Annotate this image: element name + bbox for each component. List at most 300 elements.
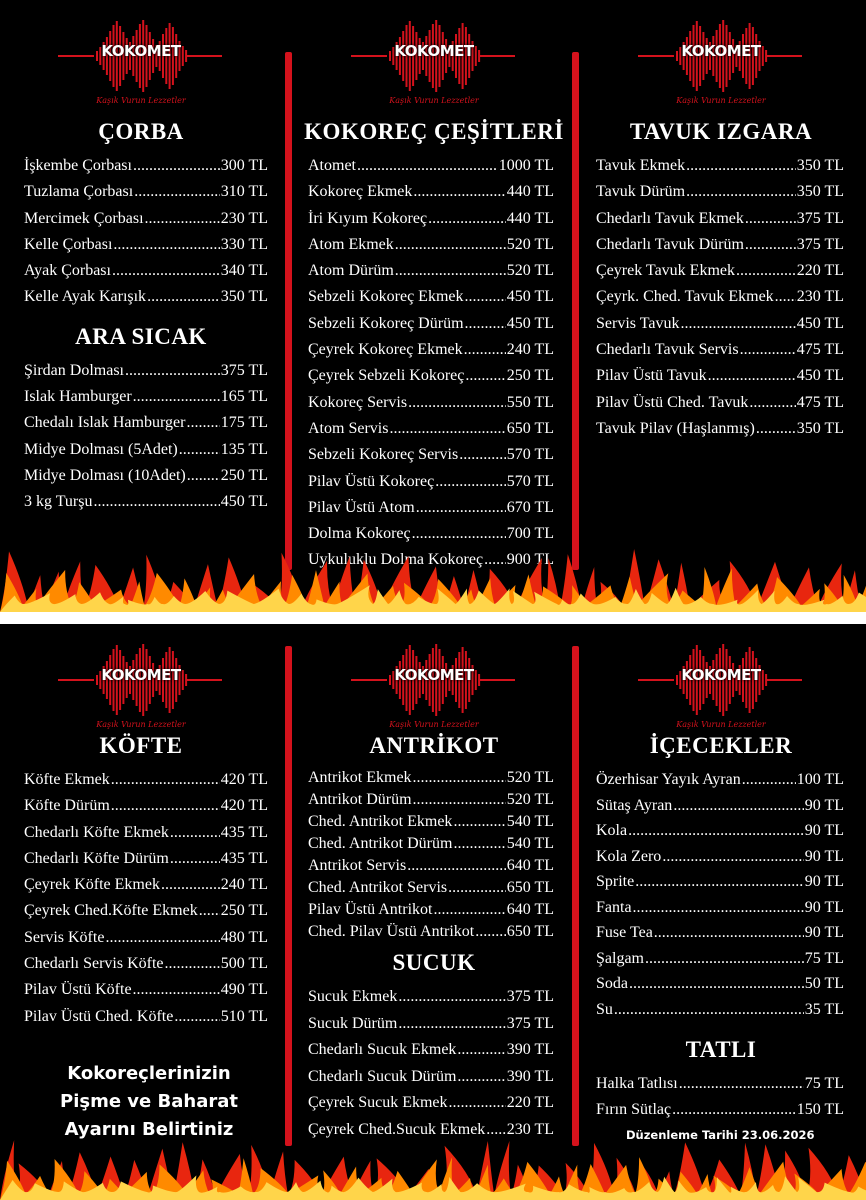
section-title: KOKOREÇ ÇEŞİTLERİ [304,119,564,144]
note-line: Ayarını Belirtiniz [64,1119,234,1140]
menu-item-price: 420 TL [220,771,268,788]
menu-item-name: Kelle Çorbası [24,235,113,253]
dot-leader [465,363,505,389]
dot-leader [775,284,796,310]
menu-item-price: 35 TL [804,1000,844,1018]
dot-leader [464,337,506,363]
kokomet-logo [298,0,570,105]
section-title: İÇECEKLER [649,733,793,758]
red-divider [285,646,292,1146]
dot-leader [686,153,796,179]
menu-item-name: Sebzeli Kokoreç Ekmek [308,288,464,306]
menu-item-price: 640 TL [506,857,554,874]
dot-leader [125,358,220,384]
menu-item [298,984,570,1011]
dot-leader [614,997,804,1023]
menu-item-name: Özerhisar Yayık Ayran [596,771,741,788]
menu-item-name: Çeyrek Kokoreç Ekmek [308,341,463,359]
menu-item [586,1097,856,1123]
menu-item-price: 500 TL [220,955,268,973]
dot-leader [407,855,506,877]
dot-leader [433,899,505,921]
menu-item-list [586,1071,856,1122]
menu-item-name: Antrikot Ekmek [308,769,412,786]
dot-leader [147,284,220,310]
menu-item [0,384,282,410]
menu-item-name: Chedarlı Köfte Ekmek [24,823,169,841]
menu-item-name: Antrikot Servis [308,857,407,874]
kokomet-logo [0,0,282,105]
menu-item [0,179,282,205]
menu-item [0,206,282,232]
menu-item [298,833,570,855]
brand-name: KOKOMET [681,666,761,684]
column-top-3 [586,0,856,442]
menu-item [298,921,570,943]
menu-item [586,258,856,284]
column-top-2 [298,0,570,574]
dot-leader [133,153,220,179]
menu-item [298,363,570,389]
menu-item-price: 1000 TL [498,157,554,174]
dot-leader [428,206,506,232]
menu-item [298,855,570,877]
flames-decoration [0,548,866,612]
menu-item-name: Antrikot Dürüm [308,791,412,808]
menu-item-name: Servis Köfte [24,928,105,946]
menu-item [586,1071,856,1097]
menu-item [0,767,282,793]
menu-item-name: Çeyrek Köfte Ekmek [24,876,160,894]
menu-item-price: 375 TL [796,235,844,253]
dot-leader [179,437,220,463]
menu-item-price: 520 TL [506,262,554,280]
section-title: ANTRİKOT [369,733,499,758]
menu-item [586,337,856,363]
menu-item-price: 450 TL [506,288,554,306]
menu-item [586,818,856,844]
dot-leader [165,951,220,977]
menu-item-list [0,358,282,516]
dot-leader [465,311,506,337]
menu-item [298,521,570,547]
menu-item-name: Chedarlı Servis Köfte [24,955,164,973]
menu-item-price: 440 TL [506,183,554,201]
menu-item [586,153,856,179]
dot-leader [629,971,804,997]
menu-item-name: Sebzeli Kokoreç Dürüm [308,314,464,332]
menu-item [586,997,856,1023]
kokomet-logo [586,624,856,729]
menu-item [298,416,570,442]
menu-item [0,284,282,310]
menu-item-name: 3 kg Turşu [24,493,93,511]
dot-leader [742,767,796,793]
menu-item-name: Tavuk Ekmek [596,157,686,174]
menu-item [0,463,282,489]
dot-leader [745,206,796,232]
menu-item-price: 90 TL [804,924,844,941]
dot-leader [93,489,219,515]
menu-item [298,767,570,789]
menu-item-price: 540 TL [506,835,554,852]
menu-item-price: 230 TL [506,1120,554,1138]
menu-item-price: 475 TL [796,393,844,411]
menu-item-list [298,153,570,574]
menu-item-name: Pilav Üstü Tavuk [596,367,707,385]
menu-item-price: 900 TL [506,551,554,569]
brand-name: KOKOMET [394,42,474,60]
menu-item [586,206,856,232]
dot-leader [448,877,506,899]
menu-item-name: Sebzeli Kokoreç Servis [308,446,459,464]
dot-leader [756,416,796,442]
dot-leader [395,232,506,258]
kokomet-logo [0,624,282,729]
page-separator [0,612,866,624]
menu-item-name: Kokoreç Servis [308,393,408,411]
menu-item-price: 150 TL [796,1100,844,1118]
menu-item-price: 250 TL [506,367,554,385]
brand-name: KOKOMET [101,42,181,60]
dot-leader [199,898,220,924]
menu-item [586,311,856,337]
dot-leader [413,789,506,811]
menu-item-price: 90 TL [804,796,844,814]
menu-item-name: Ched. Antrikot Servis [308,879,448,896]
dot-leader [398,984,505,1011]
menu-item [298,1090,570,1117]
menu-item-name: Çeyrek Ched.Köfte Ekmek [24,902,198,920]
dot-leader [112,258,220,284]
menu-item-price: 230 TL [220,209,268,227]
menu-item [298,153,570,179]
menu-item-name: Kokoreç Ekmek [308,183,413,201]
menu-item-name: Fuse Tea [596,924,653,941]
kokorec-preference-note [20,1060,278,1144]
menu-item [586,971,856,997]
menu-page-bottom [0,624,866,1200]
dot-leader [453,811,505,833]
dot-leader [187,463,220,489]
menu-item-price: 340 TL [220,262,268,280]
menu-item [298,899,570,921]
dot-leader [673,793,803,819]
brand-tagline: Kaşık Vurun Lezzetler [96,720,186,729]
menu-item [0,977,282,1003]
menu-item [298,789,570,811]
menu-item-price: 240 TL [220,876,268,894]
menu-item-price: 450 TL [796,367,844,385]
menu-item-name: Sütaş Ayran [596,796,673,814]
menu-item-price: 75 TL [804,1075,844,1092]
brand-name: KOKOMET [681,42,761,60]
dot-leader [645,946,804,972]
dot-leader [416,495,506,521]
dot-leader [357,153,498,179]
menu-item [298,442,570,468]
menu-item-name: Soda [596,975,628,992]
menu-item-name: Çeyrk. Ched. Tavuk Ekmek [596,288,774,306]
menu-item [0,1004,282,1030]
red-divider [285,52,292,570]
menu-item-name: Chedarlı Sucuk Dürüm [308,1067,457,1085]
menu-item-name: Tuzlama Çorbası [24,183,134,201]
note-line: Kokoreçlerinizin [67,1063,231,1084]
dot-leader [113,232,219,258]
dot-leader [145,206,220,232]
dot-leader [389,416,505,442]
dot-leader [680,311,795,337]
menu-item-name: Köfte Ekmek [24,771,110,788]
menu-item-name: Köfte Dürüm [24,797,110,815]
dot-leader [105,925,219,951]
dot-leader [134,179,220,205]
menu-item-name: Islak Hamburger [24,388,132,406]
menu-item-list [298,984,570,1143]
menu-item [0,410,282,436]
menu-item [586,844,856,870]
menu-item-name: Su [596,1000,613,1018]
menu-item [298,877,570,899]
menu-item-name: Chedarlı Tavuk Servis [596,341,739,359]
column-bottom-3 [586,624,856,1122]
dot-leader [111,793,220,819]
menu-item-name: Fanta [596,898,632,916]
menu-item-price: 135 TL [220,440,268,458]
section-title: ÇORBA [98,119,184,144]
menu-item-name: Midye Dolması (10Adet) [24,466,186,484]
brand-tagline: Kaşık Vurun Lezzetler [389,720,479,729]
dot-leader [170,846,220,872]
menu-item-price: 520 TL [506,235,554,253]
menu-item-price: 375 TL [506,1014,554,1032]
menu-item-price: 350 TL [220,288,268,306]
dot-leader [740,337,796,363]
menu-item-price: 165 TL [220,388,268,406]
menu-item [0,898,282,924]
menu-item-price: 475 TL [796,341,844,359]
menu-item-price: 250 TL [220,466,268,484]
brand-tagline: Kaşık Vurun Lezzetler [389,96,479,105]
menu-item [298,495,570,521]
menu-item [0,258,282,284]
dot-leader [633,895,804,921]
menu-item-list [0,767,282,1030]
menu-item [298,284,570,310]
menu-item [298,337,570,363]
menu-item-price: 490 TL [220,981,268,999]
menu-item-name: Chedarlı Tavuk Dürüm [596,235,744,253]
menu-item [586,416,856,442]
menu-item-name: Atom Ekmek [308,235,394,253]
menu-item-name: Sucuk Dürüm [308,1014,398,1032]
menu-item-name: Çeyrek Sebzeli Kokoreç [308,367,465,385]
menu-item-price: 75 TL [804,949,844,967]
menu-item-price: 700 TL [506,525,554,543]
dot-leader [736,258,796,284]
dot-leader [408,390,506,416]
menu-item-price: 350 TL [796,157,844,174]
column-bottom-2 [298,624,570,1143]
menu-item [0,232,282,258]
menu-item-list [586,153,856,442]
menu-item-price: 480 TL [220,928,268,946]
menu-item [298,179,570,205]
section-title: SUCUK [392,950,476,975]
menu-item [586,284,856,310]
menu-item [0,437,282,463]
brand-tagline: Kaşık Vurun Lezzetler [676,720,766,729]
menu-item-price: 450 TL [796,314,844,332]
menu-item-name: Ched. Antrikot Ekmek [308,813,453,830]
menu-item-price: 670 TL [506,498,554,516]
menu-item-name: Çeyrek Sucuk Ekmek [308,1094,448,1111]
dot-leader [413,767,506,789]
section-title: KÖFTE [99,733,183,758]
menu-item [298,811,570,833]
menu-item-name: Pilav Üstü Köfte [24,981,132,999]
menu-item-name: Pilav Üstü Atom [308,498,415,516]
menu-item-price: 375 TL [220,361,268,379]
menu-item-price: 220 TL [796,262,844,280]
menu-item-name: Kola Zero [596,847,662,865]
menu-item-name: İşkembe Çorbası [24,157,132,174]
menu-item [0,793,282,819]
dot-leader [435,469,506,495]
brand-tagline: Kaşık Vurun Lezzetler [676,96,766,105]
section-title: TAVUK IZGARA [629,119,813,144]
menu-item-price: 520 TL [506,791,554,808]
menu-item-name: Sprite [596,873,635,890]
menu-item [586,895,856,921]
menu-item [298,258,570,284]
menu-item-name: Mercimek Çorbası [24,209,144,227]
dot-leader [635,869,804,895]
menu-item-price: 650 TL [506,879,554,896]
menu-item-name: Servis Tavuk [596,314,680,332]
menu-item-price: 90 TL [804,873,844,890]
dot-leader [679,1071,804,1097]
menu-item-name: İri Kıyım Kokoreç [308,209,428,227]
menu-item [586,920,856,946]
dot-leader [457,1037,505,1064]
menu-item-name: Atom Dürüm [308,262,394,280]
menu-item [298,1064,570,1091]
menu-item-name: Ayak Çorbası [24,262,111,280]
dot-leader [457,1064,505,1091]
menu-item [0,489,282,515]
kokomet-logo [586,0,856,105]
menu-item-name: Chedalı Islak Hamburger [24,414,186,432]
dot-leader [133,977,220,1003]
dot-leader [654,920,804,946]
menu-item-list [586,767,856,1022]
menu-item-price: 420 TL [220,797,268,815]
menu-item-price: 435 TL [220,823,268,841]
dot-leader [133,384,220,410]
menu-item-price: 650 TL [506,923,554,940]
menu-item-price: 330 TL [220,235,268,253]
menu-item [298,232,570,258]
menu-item-price: 390 TL [506,1041,554,1058]
dot-leader [111,767,220,793]
menu-item [586,179,856,205]
menu-item-name: Çeyrek Tavuk Ekmek [596,262,735,280]
menu-item-name: Şirdan Dolması [24,361,124,379]
dot-leader [161,872,220,898]
menu-item-name: Tavuk Dürüm [596,183,686,201]
menu-item-name: Pilav Üstü Kokoreç [308,472,435,490]
menu-item [0,951,282,977]
menu-item-price: 350 TL [796,419,844,437]
menu-item-name: Kelle Ayak Karışık [24,288,147,306]
menu-item [0,872,282,898]
menu-item-price: 220 TL [506,1094,554,1111]
menu-item [586,793,856,819]
kokomet-logo [298,624,570,729]
dot-leader [749,390,795,416]
menu-item-price: 50 TL [804,975,844,992]
menu-item-list [298,767,570,943]
menu-item [586,946,856,972]
dot-leader [398,1011,505,1038]
menu-item-price: 570 TL [506,472,554,490]
menu-item-price: 310 TL [220,183,268,201]
dot-leader [449,1090,506,1117]
revision-date: Düzenleme Tarihi 23.06.2026 [626,1128,815,1142]
red-divider [572,646,579,1146]
dot-leader [412,521,506,547]
brand-name: KOKOMET [101,666,181,684]
menu-item-price: 90 TL [804,898,844,916]
menu-item-price: 230 TL [796,288,844,306]
menu-item-price: 250 TL [220,902,268,920]
menu-item-name: Fırın Sütlaç [596,1100,672,1118]
menu-item [0,925,282,951]
red-divider [572,52,579,570]
column-bottom-1 [0,624,282,1030]
dot-leader [628,818,804,844]
menu-item [298,390,570,416]
menu-item-name: Halka Tatlısı [596,1075,678,1092]
menu-item-name: Chedarlı Tavuk Ekmek [596,209,744,227]
menu-item [586,390,856,416]
section-title: TATLI [685,1037,757,1062]
menu-item [586,363,856,389]
menu-item-name: Pilav Üstü Antrikot [308,901,433,918]
dot-leader [453,833,505,855]
menu-item-price: 450 TL [220,493,268,511]
menu-item-price: 540 TL [506,813,554,830]
menu-item-name: Atomet [308,157,356,174]
menu-item [0,358,282,384]
menu-item-price: 90 TL [804,847,844,865]
note-line: Pişme ve Baharat [60,1091,238,1112]
menu-item [298,206,570,232]
dot-leader [708,363,796,389]
dot-leader [465,284,506,310]
dot-leader [459,442,506,468]
flames-decoration [0,1140,866,1200]
dot-leader [170,820,220,846]
dot-leader [475,921,506,943]
dot-leader [745,232,796,258]
dot-leader [174,1004,219,1030]
dot-leader [672,1097,796,1123]
menu-item-name: Atom Servis [308,419,389,437]
menu-item-name: Chedarlı Sucuk Ekmek [308,1041,457,1058]
